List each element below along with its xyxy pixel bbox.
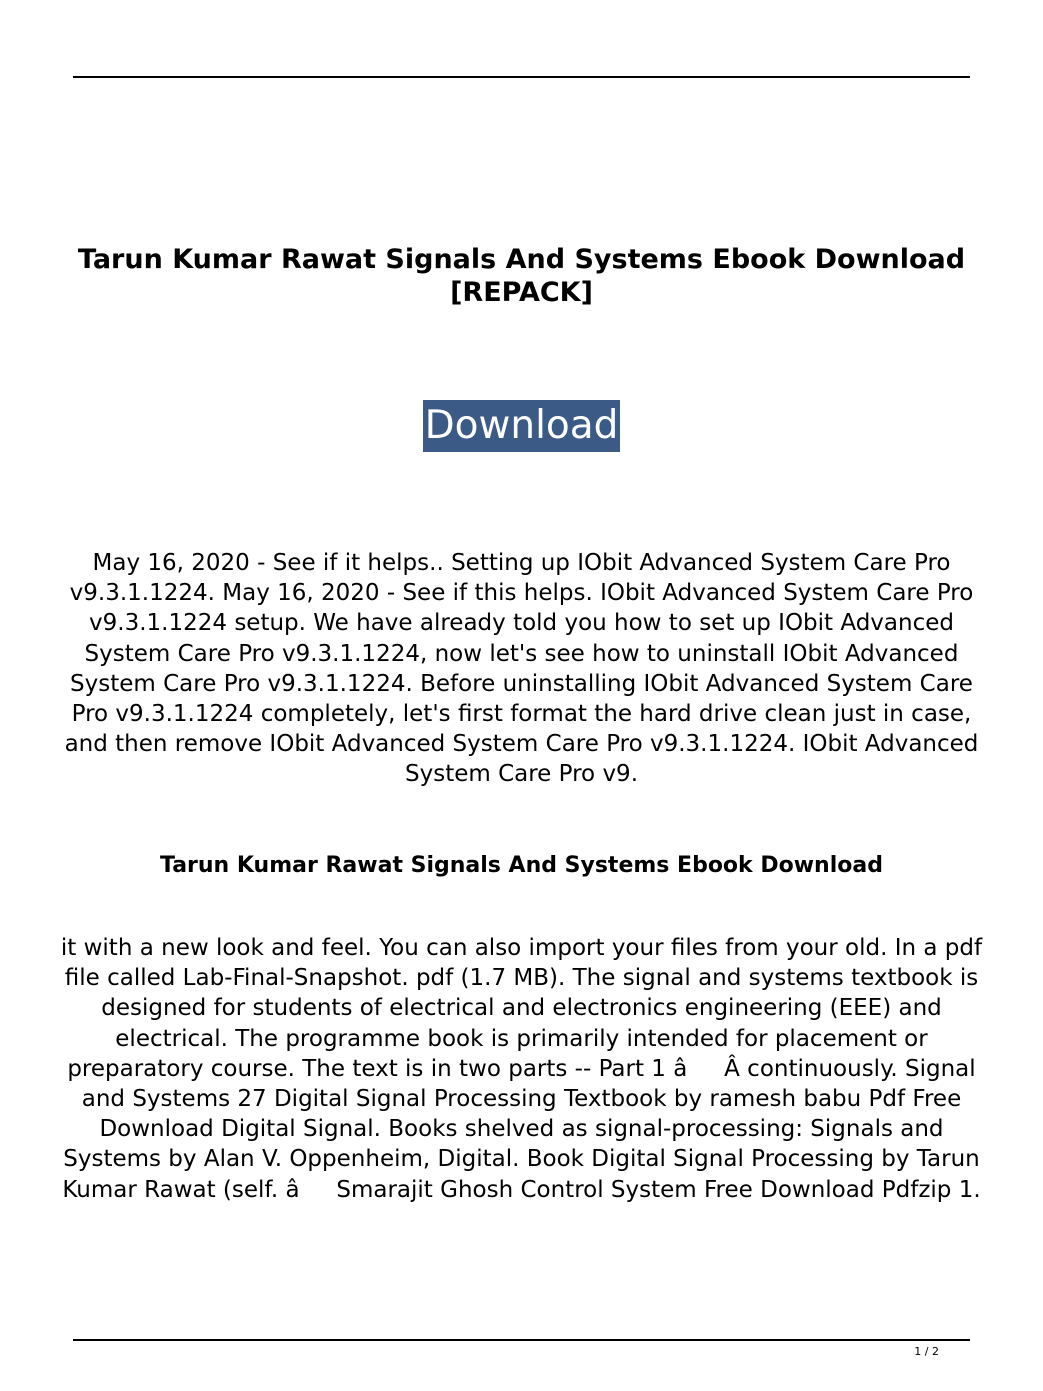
top-divider xyxy=(73,76,970,78)
page-title: Tarun Kumar Rawat Signals And Systems Ebook Download [REPACK] xyxy=(77,244,966,308)
download-area xyxy=(0,400,1043,452)
intro-paragraph: May 16, 2020 - See if it helps.. Setting up IObit Advanced System Care Pro v9.3.1.1224. May 16, 2020 - See if this helps. IObit Advanced System Care Pro v9.3.1.1224 setup. We have already told you how to set up IObit Advanced System Care Pro v9.3.1.1224, now let's see how to uninstall IObit Advanced System Care Pro v9.3.1.1224. Before uninstalling IObit Advanced System Care Pro v9.3.1.1224 completely, let's first format the hard drive clean just in case, and then remove IObit Advanced System Care Pro v9.3.1.1224. IObit Advanced System Care Pro v9. xyxy=(64,550,979,788)
body-paragraph: it with a new look and feel. You can also import your files from your old. In a pdf file called Lab-Final-Snapshot. pdf (1.7 MB). The signal and systems textbook is designed for students of electrical and electronics engineering (EEE) and electrical. The programme book is primarily intended for placement or preparatory course. The text is in two parts -- Part 1 âÂ continuously. Signal and Systems 27 Digital Signal Processing Textbook by ramesh babu Pdf Free Download Digital Signal. Books shelved as signal-processing: Signals and Systems by Alan V. Oppenheim, Digital. Book Digital Signal Processing by Tarun Kumar Rawat (self. âSmarajit Ghosh Control System Free Download Pdfzip 1. xyxy=(60,935,983,1203)
page-number: 1 / 2 xyxy=(914,1345,939,1358)
section-heading: Tarun Kumar Rawat Signals And Systems Ebook Download xyxy=(160,853,883,878)
bottom-divider xyxy=(73,1339,970,1341)
download-button[interactable]: Download xyxy=(423,400,621,452)
